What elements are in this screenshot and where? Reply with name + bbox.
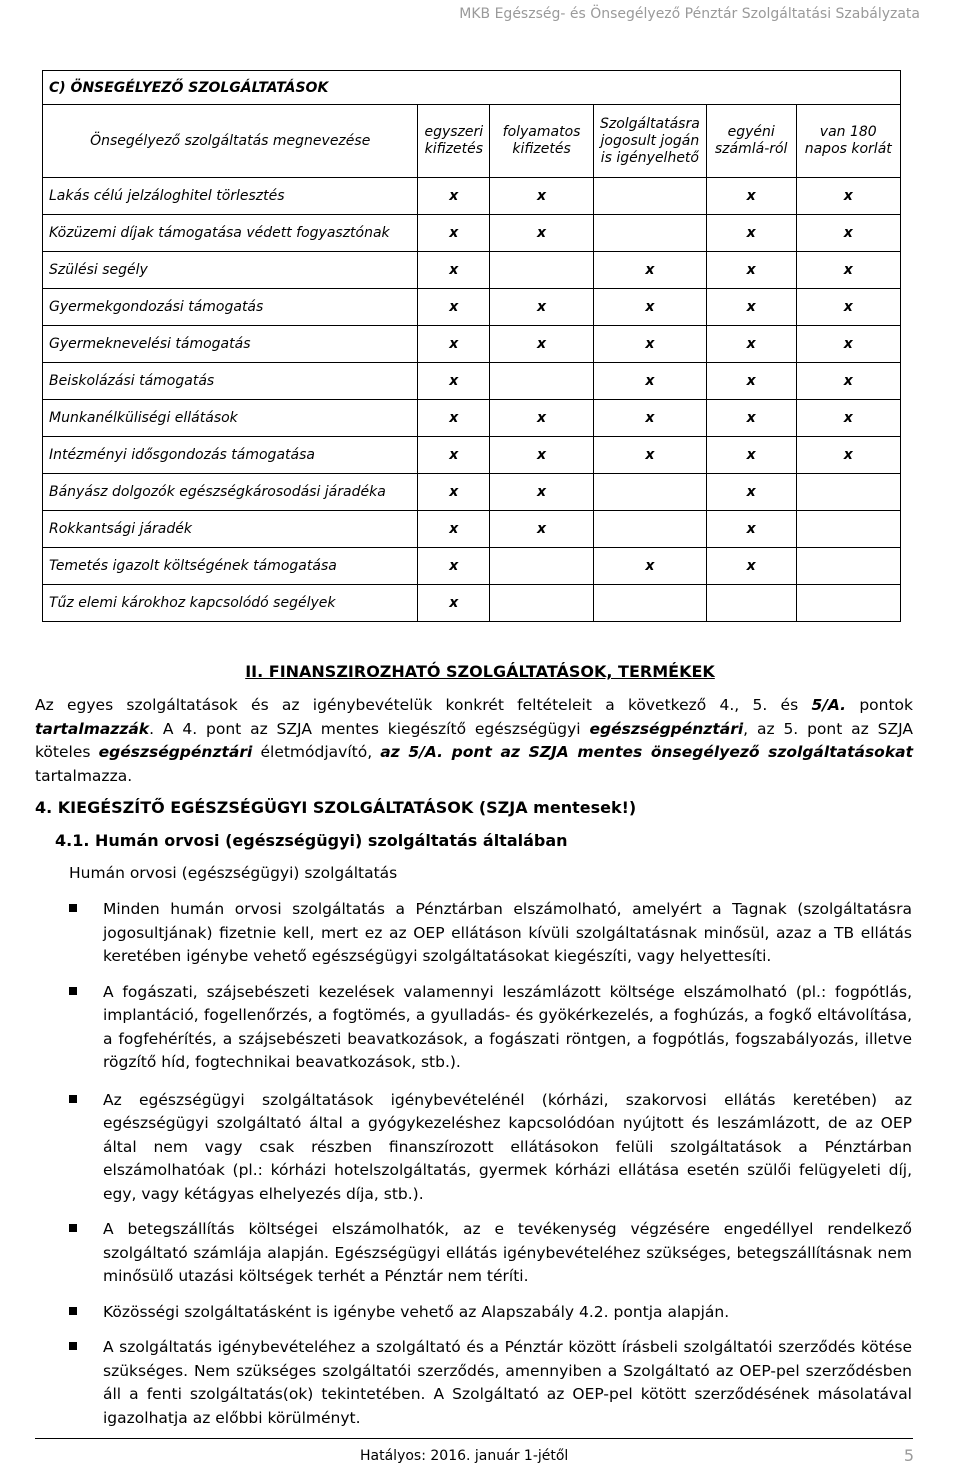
mark-cell: x	[490, 178, 594, 215]
mark-cell: x	[490, 474, 594, 511]
col-header-180-days: van 180 napos korlát	[796, 105, 900, 178]
list-item	[69, 981, 912, 1075]
col-header-single: egyszeri kifizetés	[418, 105, 490, 178]
mark-cell: x	[706, 400, 796, 437]
service-name: Szülési segély	[43, 252, 418, 289]
bullet-square-icon	[69, 1307, 77, 1315]
table-row	[43, 437, 901, 474]
service-name: Tűz elemi károkhoz kapcsolódó segélyek	[43, 585, 418, 622]
mark-cell: x	[593, 326, 706, 363]
mark-cell	[796, 511, 900, 548]
table-title: C) ÖNSEGÉLYEZŐ SZOLGÁLTATÁSOK	[43, 71, 901, 105]
table-row	[43, 215, 901, 252]
col-header-beneficiary: Szolgáltatásra jogosult jogán is igényelhető	[593, 105, 706, 178]
mark-cell	[796, 548, 900, 585]
col-header-individual: egyéni számlá-ról	[706, 105, 796, 178]
service-name: Bányász dolgozók egészségkárosodási járadéka	[43, 474, 418, 511]
bullet-text: A szolgáltatás igénybevételéhez a szolgáltató és a Pénztár között írásbeli szolgáltatói szerződés kötése szükséges. Nem szükséges szolgáltatói szerződés, amennyiben a Szolgáltató az OEP-pel szerződésben áll a fenti szolgáltatás(ok) tekintetében. A Szolgáltató az OEP-pel kötött szerződésének másolatával igazolhatja az előbbi körülményt.	[103, 1338, 912, 1427]
mark-cell	[490, 585, 594, 622]
list-item	[69, 1336, 912, 1430]
mark-cell: x	[706, 474, 796, 511]
list-item	[69, 1301, 912, 1325]
service-name: Beiskolázási támogatás	[43, 363, 418, 400]
mark-cell: x	[418, 252, 490, 289]
mark-cell: x	[418, 474, 490, 511]
service-name: Gyermeknevelési támogatás	[43, 326, 418, 363]
list-item	[69, 1089, 912, 1207]
service-name: Intézményi idősgondozás támogatása	[43, 437, 418, 474]
intro-paragraph: Az egyes szolgáltatások és az igénybevételük konkrét feltételeit a következő 4., 5. és 5/A. pontok tartalmazzák. A 4. pont az SZJA mentes kiegészítő egészségügyi egészségpénztári, az 5. pont az SZJA köteles egészségpénztári életmódjavító, az 5/A. pont az SZJA mentes önsegélyező szolgáltatásokat tartalmazza.	[35, 696, 914, 785]
mark-cell: x	[706, 511, 796, 548]
mark-cell	[593, 511, 706, 548]
mark-cell	[593, 474, 706, 511]
col-header-name: Önsegélyező szolgáltatás megnevezése	[43, 105, 418, 178]
bullet-text: Az egészségügyi szolgáltatások igénybevételénél (kórházi, szakorvosi ellátás keretében) az egészségügyi szolgáltató által a gyógykezeléshez kapcsolódóan nyújtott és leszámlázott, de az OEP által nem vagy csak részben finanszírozott ellátásokon felüli szolgáltatások a Pénztárban elszámolhatóak (pl.: kórházi hotelszolgáltatás, gyermek kórházi ellátása esetén szülői felügyeleti díj, egy, vagy kétágyas elhelyezés díja, stb.).	[103, 1090, 912, 1203]
running-header: MKB Egészség- és Önsegélyező Pénztár Szolgáltatási Szabályzata	[459, 6, 920, 22]
mark-cell: x	[593, 548, 706, 585]
mark-cell	[490, 548, 594, 585]
mark-cell: x	[418, 178, 490, 215]
footer-divider	[35, 1438, 913, 1439]
mark-cell: x	[593, 400, 706, 437]
mark-cell: x	[418, 215, 490, 252]
mark-cell	[490, 252, 594, 289]
heading-4: 4. KIEGÉSZÍTŐ EGÉSZSÉGÜGYI SZOLGÁLTATÁSOK (SZJA mentesek!)	[35, 798, 637, 817]
table-row	[43, 178, 901, 215]
mark-cell: x	[490, 326, 594, 363]
mark-cell: x	[706, 363, 796, 400]
table-row	[43, 363, 901, 400]
list-item	[69, 898, 912, 969]
mark-cell: x	[706, 178, 796, 215]
table-row	[43, 474, 901, 511]
mark-cell: x	[418, 363, 490, 400]
mark-cell: x	[706, 215, 796, 252]
service-name: Rokkantsági járadék	[43, 511, 418, 548]
mark-cell: x	[593, 289, 706, 326]
table-row	[43, 289, 901, 326]
page-number: 5	[903, 1446, 914, 1465]
mark-cell: x	[418, 437, 490, 474]
bullet-square-icon	[69, 904, 77, 912]
mark-cell	[796, 585, 900, 622]
table-row	[43, 326, 901, 363]
col-header-continuous: folyamatos kifizetés	[490, 105, 594, 178]
footer-effective-date: Hatályos: 2016. január 1-jétől	[360, 1448, 569, 1464]
mark-cell: x	[593, 252, 706, 289]
bullet-square-icon	[69, 1095, 77, 1103]
mark-cell: x	[490, 289, 594, 326]
bullet-square-icon	[69, 1342, 77, 1350]
bullet-text: Minden humán orvosi szolgáltatás a Pénztárban elszámolható, amelyért a Tagnak (szolgáltatásra jogosultjának) fizetnie kell, mert ez az OEP ellátáson kívüli szolgáltatásnak minősül, azaz a TB ellátás keretében igénybe vehető egészségügyi szolgáltatásokat kiegészíti, vagy helyettesíti.	[103, 900, 912, 965]
mark-cell: x	[796, 363, 900, 400]
bullet-square-icon	[69, 987, 77, 995]
mark-cell: x	[593, 363, 706, 400]
mark-cell: x	[796, 215, 900, 252]
mark-cell: x	[706, 252, 796, 289]
bullet-text: A betegszállítás költségei elszámolhatók, az e tevékenység végzésére engedéllyel rendelkező szolgáltató számlája alapján. Egészségügyi ellátás igénybevételéhez szükséges, betegszállításnak nem minősülő utazási költségek terhét a Pénztár nem téríti.	[103, 1220, 912, 1285]
section-title: II. FINANSZIROZHATÓ SZOLGÁLTATÁSOK, TERMÉKEK	[245, 662, 715, 681]
mark-cell: x	[490, 400, 594, 437]
table-row	[43, 548, 901, 585]
table-row	[43, 585, 901, 622]
list-item	[69, 1218, 912, 1289]
mark-cell: x	[418, 326, 490, 363]
mark-cell: x	[593, 437, 706, 474]
service-name: Közüzemi díjak támogatása védett fogyasztónak	[43, 215, 418, 252]
mark-cell: x	[490, 437, 594, 474]
table-row	[43, 400, 901, 437]
mark-cell: x	[418, 511, 490, 548]
table-row	[43, 252, 901, 289]
mark-cell: x	[706, 326, 796, 363]
mark-cell: x	[706, 437, 796, 474]
mark-cell: x	[706, 289, 796, 326]
mark-cell: x	[796, 437, 900, 474]
services-table	[42, 70, 901, 622]
mark-cell: x	[706, 548, 796, 585]
mark-cell: x	[490, 511, 594, 548]
mark-cell	[593, 215, 706, 252]
mark-cell: x	[796, 252, 900, 289]
mark-cell: x	[490, 215, 594, 252]
bullet-list	[69, 898, 912, 1430]
mark-cell	[490, 363, 594, 400]
service-name: Gyermekgondozási támogatás	[43, 289, 418, 326]
mark-cell: x	[796, 326, 900, 363]
service-name: Munkanélküliségi ellátások	[43, 400, 418, 437]
bullet-text: A fogászati, szájsebészeti kezelések valamennyi leszámlázott költsége elszámolható (pl.: fogpótlás, implantáció, fogellenőrzés, a fogtömés, a gyulladás- és gyökérkezelés, a foghúzás, a fogkő eltávolítása, a fogfehérítés, a szájsebészeti beavatkozások, a fogászati röntgen, a fogpótlás, fogszabályozás, illetve rögzítő híd, fogtechnikai beavatkozások, stb.).	[103, 982, 912, 1071]
mark-cell	[593, 585, 706, 622]
mark-cell: x	[418, 585, 490, 622]
service-name: Temetés igazolt költségének támogatása	[43, 548, 418, 585]
subheading: Humán orvosi (egészségügyi) szolgáltatás	[69, 864, 398, 882]
bullet-square-icon	[69, 1224, 77, 1232]
mark-cell	[796, 474, 900, 511]
mark-cell	[593, 178, 706, 215]
mark-cell	[706, 585, 796, 622]
table-row	[43, 511, 901, 548]
mark-cell: x	[796, 178, 900, 215]
service-name: Lakás célú jelzáloghitel törlesztés	[43, 178, 418, 215]
mark-cell: x	[418, 400, 490, 437]
mark-cell: x	[418, 289, 490, 326]
bullet-text: Közösségi szolgáltatásként is igénybe vehető az Alapszabály 4.2. pontja alapján.	[103, 1302, 730, 1321]
heading-4-1: 4.1. Humán orvosi (egészségügyi) szolgáltatás általában	[55, 831, 568, 850]
mark-cell: x	[418, 548, 490, 585]
mark-cell: x	[796, 289, 900, 326]
mark-cell: x	[796, 400, 900, 437]
